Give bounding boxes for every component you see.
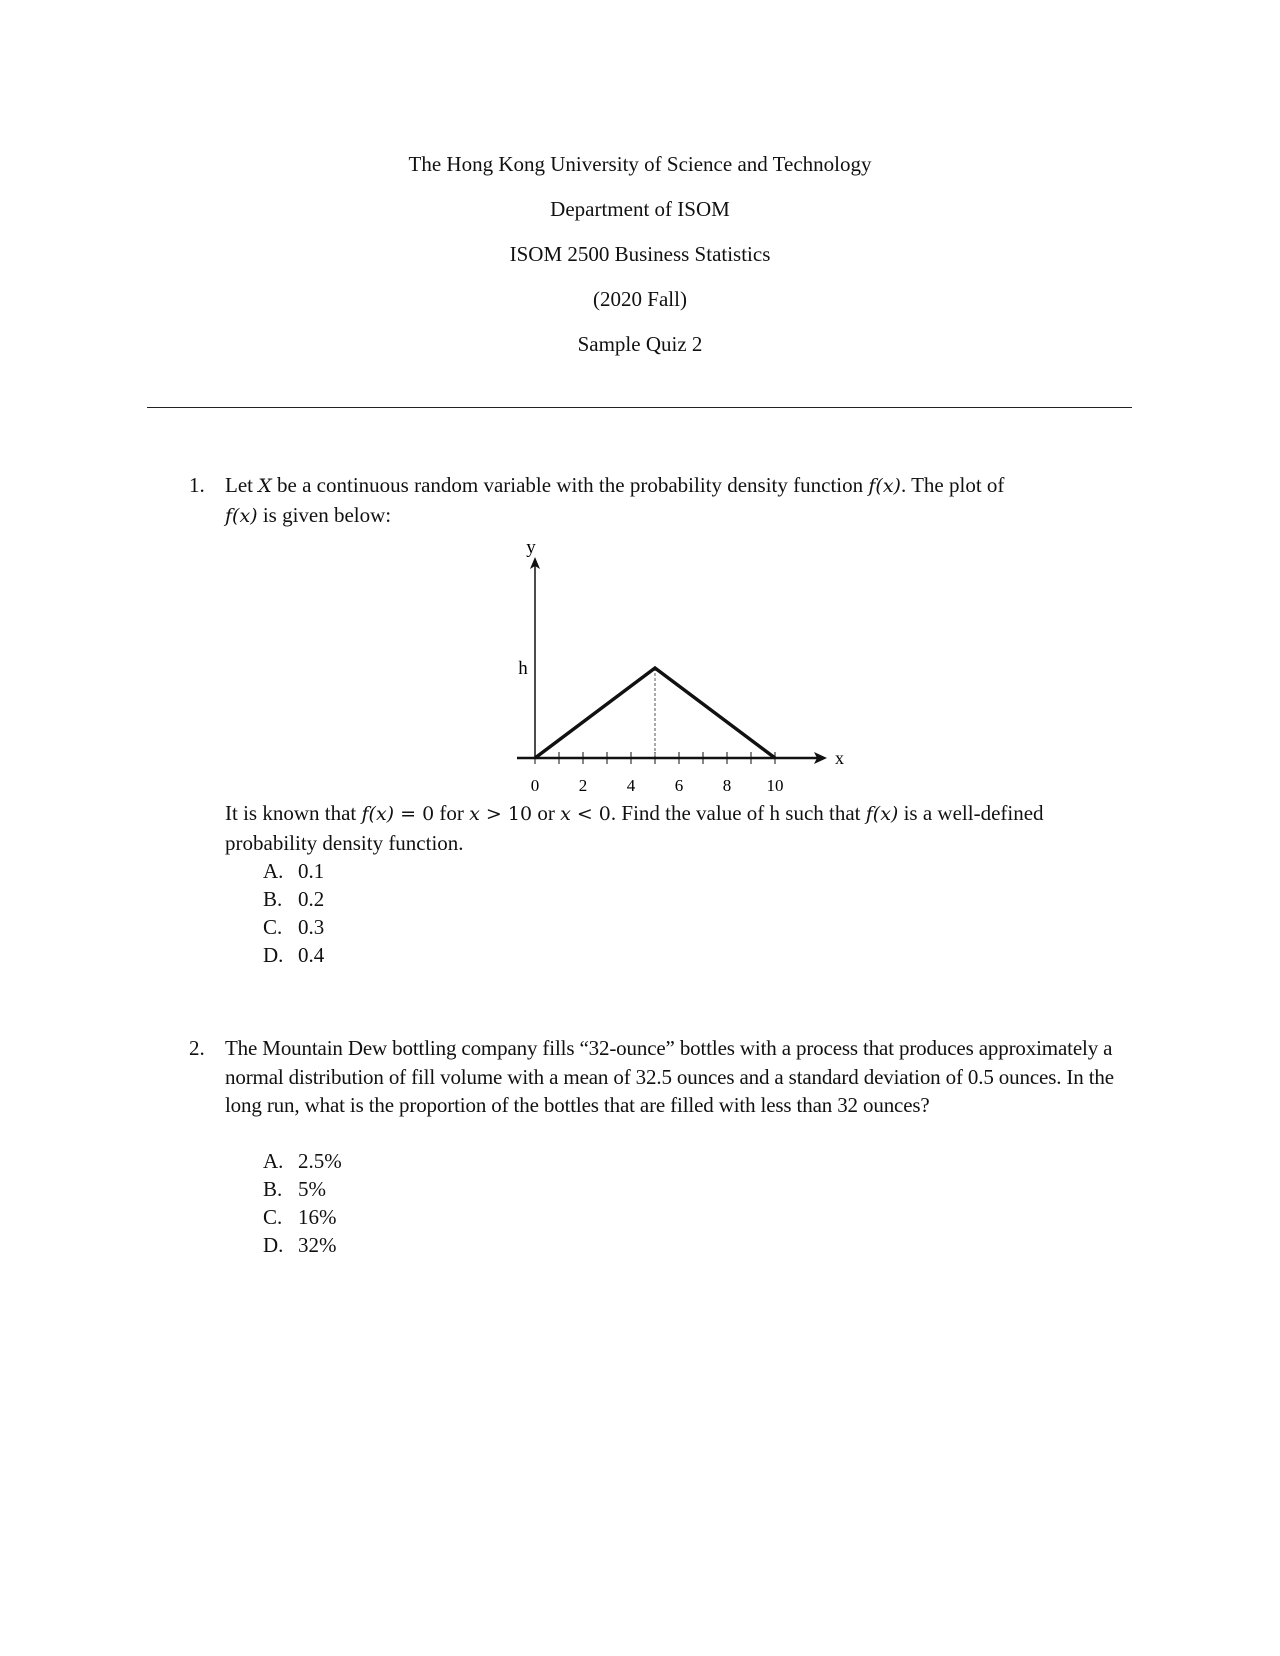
q1-option-a[interactable]: A. 0.1 <box>263 859 325 883</box>
university-name: The Hong Kong University of Science and Technology <box>408 152 872 176</box>
q2-option-b[interactable]: B. 5% <box>263 1177 326 1201</box>
x-tick-label-2: 2 <box>578 776 588 795</box>
q1-stem: Let X be a continuous random variable with the probability density function f(x). The plot of f(x) is given below: <box>225 473 1005 527</box>
q1-option-b[interactable]: B. 0.2 <box>263 887 325 911</box>
x-tick-labels <box>531 776 784 795</box>
header-divider <box>147 407 1132 408</box>
q1-option-d[interactable]: D. 0.4 <box>263 943 325 967</box>
term: (2020 Fall) <box>593 287 687 311</box>
q2-number: 2. <box>189 1036 205 1060</box>
q2-option-c[interactable]: C. 16% <box>263 1205 337 1229</box>
x-tick-label-4: 4 <box>626 776 636 795</box>
peak-h-label: h <box>518 658 528 679</box>
x-tick-label-10: 10 <box>766 776 784 795</box>
quiz-title: Sample Quiz 2 <box>577 332 703 356</box>
x-tick-label-6: 6 <box>674 776 684 795</box>
q1-number: 1. <box>189 473 205 497</box>
pdf-plot <box>505 535 845 795</box>
x-tick-label-8: 8 <box>722 776 732 795</box>
q1-prompt: It is known that f(x) = 0 for x > 10 or x < 0. Find the value of h such that f(x) is a well-defined probability density function. <box>225 801 1044 855</box>
y-axis-label: y <box>526 537 536 558</box>
department-name: Department of ISOM <box>550 197 730 221</box>
q2-stem: The Mountain Dew bottling company fills “32-ounce” bottles with a process that produces approximately a normal distribution of fill volume with a mean of 32.5 ounces and a standard deviation of 0.5 ounces. In the long run, what is the proportion of the bottles that are filled with less than 32 ounces? <box>225 1036 1114 1117</box>
q1-option-c[interactable]: C. 0.3 <box>263 915 325 939</box>
x-tick-label-0: 0 <box>530 776 540 795</box>
x-axis-label: x <box>835 748 844 768</box>
course-name: ISOM 2500 Business Statistics <box>509 242 771 266</box>
q2-option-a[interactable]: A. 2.5% <box>263 1149 342 1173</box>
q2-option-d[interactable]: D. 32% <box>263 1233 337 1257</box>
